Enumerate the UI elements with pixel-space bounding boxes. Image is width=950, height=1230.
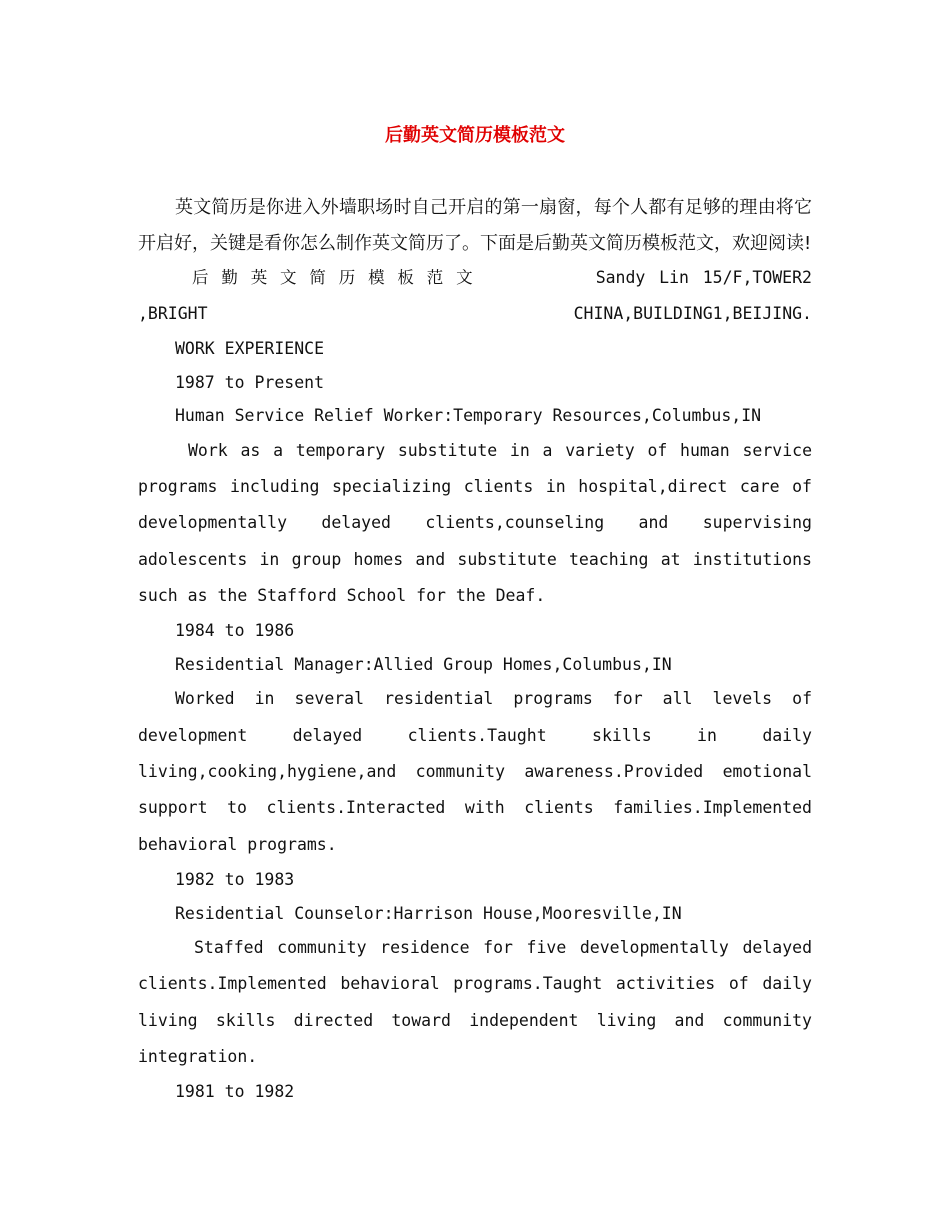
job-period: 1982 to 1983 [175,869,295,889]
intro-paragraph: 英文简历是你进入外墙职场时自己开启的第一扇窗，每个人都有足够的理由将它开启好，关键是看你怎么制作英文简历了。下面是后勤英文简历模板范文，欢迎阅读! [138,197,812,254]
resume-header-cn: 后勤英文简历模板范文 [192,268,486,287]
job-position: Residential Manager:Allied Group Homes,Columbus,IN [175,654,672,674]
job-position: Human Service Relief Worker:Temporary Resources,Columbus,IN [175,406,762,426]
job-description: Work as a temporary substitute in a variety of human service programs including specializing clients in hospital,direct care of developmentally delayed clients,counseling and supervising adolescents in group homes and substitute teaching at institutions such as the Stafford School for the Deaf. [138,440,812,605]
resume-header-contact: Sandy Lin 15/F,TOWER2 ,BRIGHT CHINA,BUILDING1,BEIJING. [138,268,812,323]
resume-header [138,260,812,332]
job-position: Residential Counselor:Harrison House,Mooresville,IN [175,903,682,923]
job-period: 1987 to Present [175,372,325,392]
document-body [138,190,812,1109]
job-description: Staffed community residence for five developmentally delayed clients.Implemented behavioral programs.Taught activities of daily living skills directed toward independent living and community integration. [138,938,812,1067]
document-title: 后勤英文简历模板范文 [385,125,565,146]
job-period: 1981 to 1982 [175,1082,295,1102]
job-description: Worked in several residential programs for all levels of development delayed clients.Taught skills in daily living,cooking,hygiene,and community awareness.Provided emotional support to clients.Interacted with clients families.Implemented behavioral programs. [138,689,812,854]
section-heading: WORK EXPERIENCE [175,339,325,358]
job-period: 1984 to 1986 [175,621,295,641]
